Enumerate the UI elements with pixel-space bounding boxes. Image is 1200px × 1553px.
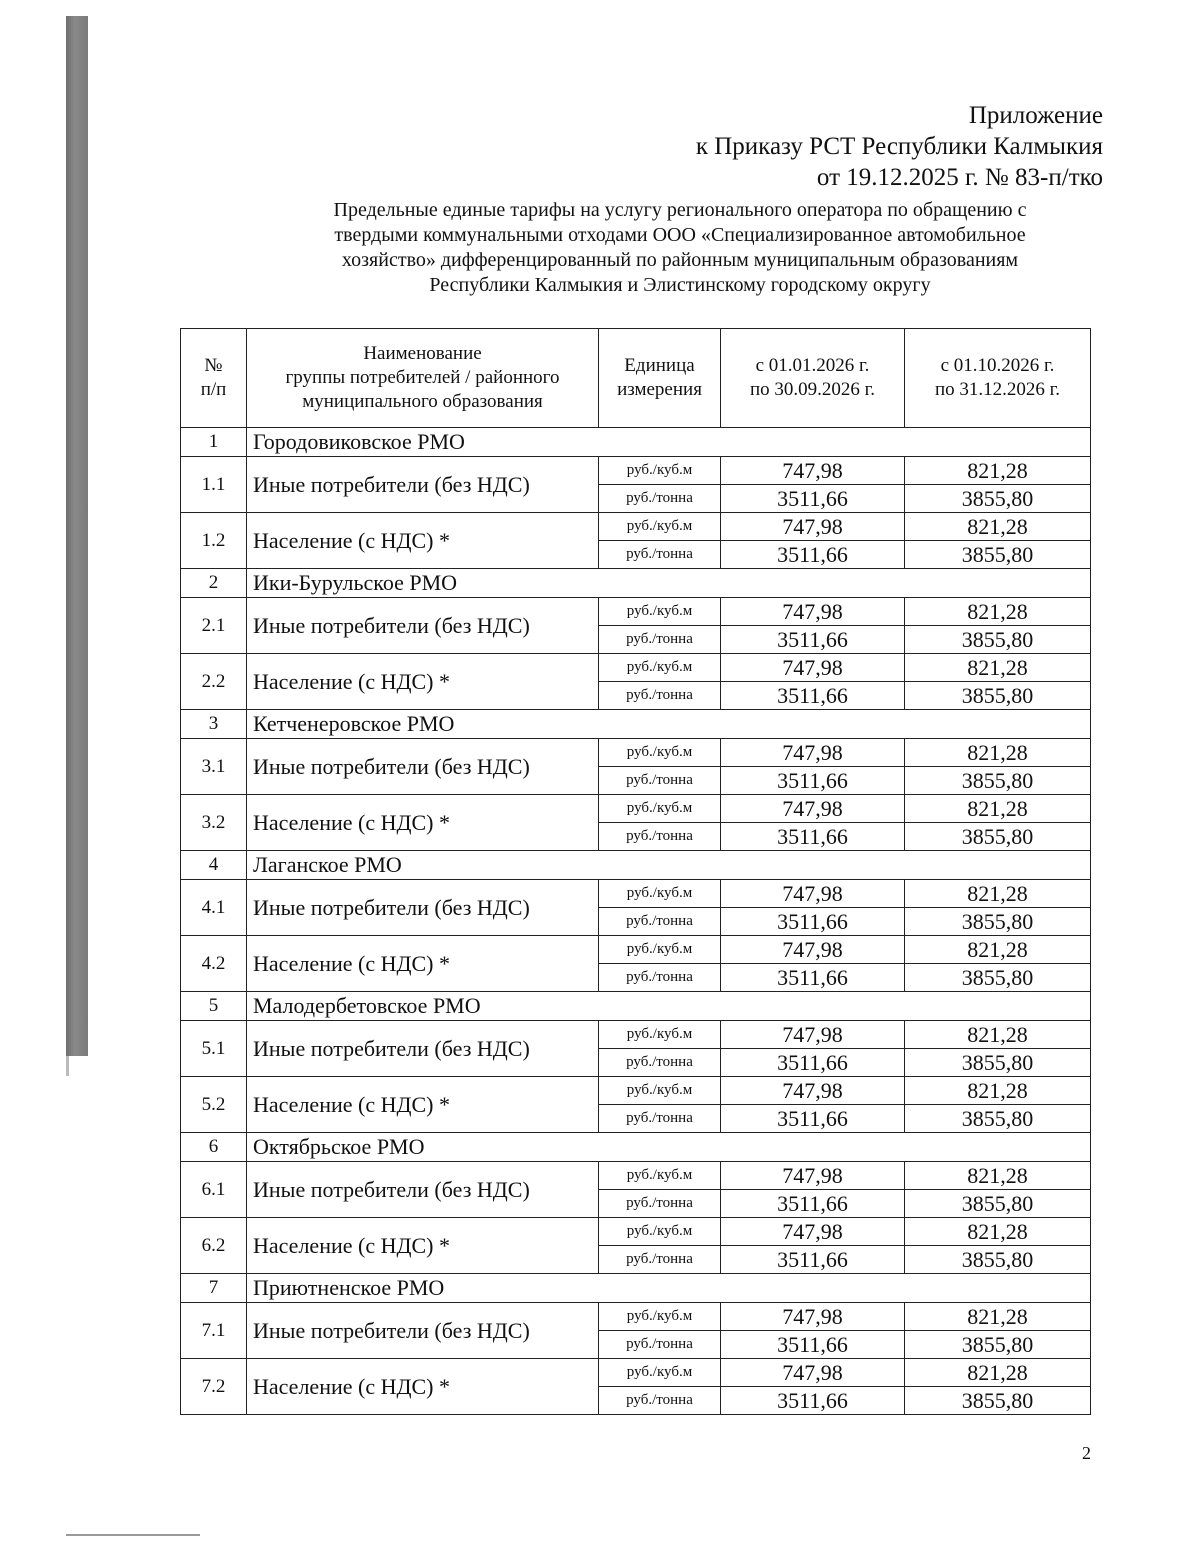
title-line-3: хозяйство» дифференцированный по районным муниципальным образованиям xyxy=(341,249,1019,271)
tariff-period-1-per-tonne: 3511,66 xyxy=(721,823,905,851)
row-number: 3.2 xyxy=(181,795,247,851)
unit-tonne: руб./тонна xyxy=(599,1246,721,1274)
tariff-table-body xyxy=(181,428,1091,1415)
title-line-2: твердыми коммунальными отходами ООО «Специализированное автомобильное xyxy=(334,224,1026,246)
unit-tonne: руб./тонна xyxy=(599,823,721,851)
section-number: 4 xyxy=(181,851,247,880)
consumer-group: Население (с НДС) * xyxy=(247,513,599,569)
tariff-period-1-per-cubic-meter: 747,98 xyxy=(721,598,905,626)
section-title: Октябрьское РМО xyxy=(247,1133,1091,1162)
column-header-name-line-3: муниципального образования xyxy=(302,391,543,412)
tariff-period-1-per-cubic-meter: 747,98 xyxy=(721,739,905,767)
tariff-period-2-per-tonne: 3855,80 xyxy=(905,1049,1091,1077)
column-header-number-line-1: № xyxy=(204,355,223,376)
row-number: 3.1 xyxy=(181,739,247,795)
tariff-period-1-per-tonne: 3511,66 xyxy=(721,485,905,513)
scan-edge-shadow xyxy=(66,16,88,1056)
unit-tonne: руб./тонна xyxy=(599,485,721,513)
consumer-group: Население (с НДС) * xyxy=(247,936,599,992)
appendix-line-3: от 19.12.2025 г. № 83-п/тко xyxy=(816,164,1103,191)
tariff-period-1-per-tonne: 3511,66 xyxy=(721,541,905,569)
unit-tonne: руб./тонна xyxy=(599,1331,721,1359)
section-title: Ики-Бурульское РМО xyxy=(247,569,1091,598)
unit-tonne: руб./тонна xyxy=(599,1105,721,1133)
section-title: Приютненское РМО xyxy=(247,1274,1091,1303)
unit-cubic-meter: руб./куб.м xyxy=(599,739,721,767)
tariff-period-1-per-tonne: 3511,66 xyxy=(721,1331,905,1359)
consumer-group: Иные потребители (без НДС) xyxy=(247,739,599,795)
row-number: 1.1 xyxy=(181,457,247,513)
tariff-period-2-per-cubic-meter: 821,28 xyxy=(905,1218,1091,1246)
unit-cubic-meter: руб./куб.м xyxy=(599,1359,721,1387)
column-header-name-line-1: Наименование xyxy=(363,343,482,364)
section-row xyxy=(181,992,1091,1021)
table-row xyxy=(181,880,1091,908)
scan-edge-fade xyxy=(66,1056,69,1076)
section-title: Городовиковское РМО xyxy=(247,428,1091,457)
column-header-number-line-2: п/п xyxy=(200,379,227,400)
tariff-period-1-per-cubic-meter: 747,98 xyxy=(721,1303,905,1331)
column-header-period-2-line-2: по 31.12.2026 г. xyxy=(934,379,1061,400)
table-row xyxy=(181,457,1091,485)
column-header-name-line-2: группы потребителей / районного xyxy=(285,367,560,388)
unit-cubic-meter: руб./куб.м xyxy=(599,1021,721,1049)
tariff-period-2-per-tonne: 3855,80 xyxy=(905,1387,1091,1415)
tariff-period-1-per-tonne: 3511,66 xyxy=(721,682,905,710)
row-number: 2.1 xyxy=(181,598,247,654)
tariff-period-2-per-cubic-meter: 821,28 xyxy=(905,1077,1091,1105)
section-title: Кетченеровское РМО xyxy=(247,710,1091,739)
tariff-period-2-per-cubic-meter: 821,28 xyxy=(905,1162,1091,1190)
section-row xyxy=(181,851,1091,880)
unit-tonne: руб./тонна xyxy=(599,767,721,795)
unit-cubic-meter: руб./куб.м xyxy=(599,1162,721,1190)
consumer-group: Население (с НДС) * xyxy=(247,1359,599,1415)
unit-cubic-meter: руб./куб.м xyxy=(599,457,721,485)
section-number: 2 xyxy=(181,569,247,598)
unit-tonne: руб./тонна xyxy=(599,908,721,936)
unit-cubic-meter: руб./куб.м xyxy=(599,1218,721,1246)
column-header-unit-line-1: Единица xyxy=(624,355,695,376)
page-number: 2 xyxy=(1082,1443,1091,1463)
tariff-period-2-per-tonne: 3855,80 xyxy=(905,767,1091,795)
tariff-period-1-per-tonne: 3511,66 xyxy=(721,1246,905,1274)
row-number: 4.2 xyxy=(181,936,247,992)
unit-tonne: руб./тонна xyxy=(599,626,721,654)
tariff-period-2-per-tonne: 3855,80 xyxy=(905,823,1091,851)
section-row xyxy=(181,569,1091,598)
consumer-group: Иные потребители (без НДС) xyxy=(247,1162,599,1218)
column-header-unit-line-2: измерения xyxy=(617,379,702,400)
consumer-group: Население (с НДС) * xyxy=(247,1218,599,1274)
tariff-period-1-per-cubic-meter: 747,98 xyxy=(721,936,905,964)
section-title: Лаганское РМО xyxy=(247,851,1091,880)
table-row xyxy=(181,1359,1091,1387)
table-row xyxy=(181,513,1091,541)
tariff-period-1-per-cubic-meter: 747,98 xyxy=(721,457,905,485)
appendix-header xyxy=(696,100,1103,193)
unit-tonne: руб./тонна xyxy=(599,1190,721,1218)
table-row xyxy=(181,1021,1091,1049)
unit-cubic-meter: руб./куб.м xyxy=(599,654,721,682)
section-row xyxy=(181,1133,1091,1162)
appendix-line-1: Приложение xyxy=(968,102,1103,129)
title-line-1: Предельные единые тарифы на услугу регионального оператора по обращению с xyxy=(333,199,1027,221)
unit-tonne: руб./тонна xyxy=(599,1049,721,1077)
row-number: 5.2 xyxy=(181,1077,247,1133)
consumer-group: Население (с НДС) * xyxy=(247,1077,599,1133)
tariff-period-1-per-cubic-meter: 747,98 xyxy=(721,1218,905,1246)
section-row xyxy=(181,710,1091,739)
unit-cubic-meter: руб./куб.м xyxy=(599,1303,721,1331)
unit-tonne: руб./тонна xyxy=(599,682,721,710)
tariff-period-1-per-tonne: 3511,66 xyxy=(721,626,905,654)
table-row xyxy=(181,795,1091,823)
tariff-period-1-per-tonne: 3511,66 xyxy=(721,1190,905,1218)
consumer-group: Иные потребители (без НДС) xyxy=(247,1021,599,1077)
tariff-period-2-per-cubic-meter: 821,28 xyxy=(905,1359,1091,1387)
tariff-period-1-per-tonne: 3511,66 xyxy=(721,1387,905,1415)
tariff-period-2-per-tonne: 3855,80 xyxy=(905,682,1091,710)
unit-cubic-meter: руб./куб.м xyxy=(599,880,721,908)
title-line-4: Республики Калмыкия и Элистинскому городскому округу xyxy=(429,274,931,296)
section-number: 5 xyxy=(181,992,247,1021)
tariff-period-2-per-tonne: 3855,80 xyxy=(905,1331,1091,1359)
consumer-group: Иные потребители (без НДС) xyxy=(247,880,599,936)
consumer-group: Иные потребители (без НДС) xyxy=(247,1303,599,1359)
section-title: Малодербетовское РМО xyxy=(247,992,1091,1021)
tariff-period-2-per-tonne: 3855,80 xyxy=(905,541,1091,569)
section-number: 1 xyxy=(181,428,247,457)
table-row xyxy=(181,1218,1091,1246)
tariff-period-2-per-cubic-meter: 821,28 xyxy=(905,1021,1091,1049)
scan-bottom-line xyxy=(66,1534,200,1536)
tariff-period-1-per-tonne: 3511,66 xyxy=(721,1049,905,1077)
tariff-period-1-per-cubic-meter: 747,98 xyxy=(721,1021,905,1049)
tariff-period-2-per-cubic-meter: 821,28 xyxy=(905,513,1091,541)
unit-tonne: руб./тонна xyxy=(599,1387,721,1415)
tariff-period-1-per-cubic-meter: 747,98 xyxy=(721,1162,905,1190)
row-number: 4.1 xyxy=(181,880,247,936)
row-number: 5.1 xyxy=(181,1021,247,1077)
row-number: 6.2 xyxy=(181,1218,247,1274)
tariff-period-1-per-cubic-meter: 747,98 xyxy=(721,654,905,682)
table-row xyxy=(181,598,1091,626)
tariff-period-1-per-tonne: 3511,66 xyxy=(721,908,905,936)
table-row xyxy=(181,654,1091,682)
section-number: 6 xyxy=(181,1133,247,1162)
tariff-period-1-per-tonne: 3511,66 xyxy=(721,1105,905,1133)
tariff-period-2-per-cubic-meter: 821,28 xyxy=(905,457,1091,485)
column-header-unit xyxy=(599,329,721,428)
row-number: 2.2 xyxy=(181,654,247,710)
unit-cubic-meter: руб./куб.м xyxy=(599,936,721,964)
tariff-period-1-per-cubic-meter: 747,98 xyxy=(721,513,905,541)
tariff-period-2-per-cubic-meter: 821,28 xyxy=(905,880,1091,908)
tariff-period-1-per-cubic-meter: 747,98 xyxy=(721,1077,905,1105)
column-header-period-1-line-1: с 01.01.2026 г. xyxy=(755,355,870,376)
row-number: 1.2 xyxy=(181,513,247,569)
column-header-period-2-line-1: с 01.10.2026 г. xyxy=(940,355,1055,376)
tariff-period-2-per-tonne: 3855,80 xyxy=(905,485,1091,513)
consumer-group: Население (с НДС) * xyxy=(247,795,599,851)
tariff-period-1-per-cubic-meter: 747,98 xyxy=(721,1359,905,1387)
unit-cubic-meter: руб./куб.м xyxy=(599,598,721,626)
section-row xyxy=(181,1274,1091,1303)
section-number: 7 xyxy=(181,1274,247,1303)
row-number: 6.1 xyxy=(181,1162,247,1218)
tariff-period-2-per-cubic-meter: 821,28 xyxy=(905,936,1091,964)
unit-tonne: руб./тонна xyxy=(599,541,721,569)
tariff-period-2-per-cubic-meter: 821,28 xyxy=(905,598,1091,626)
tariff-period-2-per-cubic-meter: 821,28 xyxy=(905,654,1091,682)
tariff-period-1-per-cubic-meter: 747,98 xyxy=(721,880,905,908)
tariff-period-2-per-cubic-meter: 821,28 xyxy=(905,795,1091,823)
table-row xyxy=(181,1077,1091,1105)
tariff-period-1-per-tonne: 3511,66 xyxy=(721,767,905,795)
tariff-period-2-per-tonne: 3855,80 xyxy=(905,964,1091,992)
column-header-name xyxy=(247,329,599,428)
column-header-period-1-line-2: по 30.09.2026 г. xyxy=(749,379,876,400)
tariff-period-2-per-tonne: 3855,80 xyxy=(905,908,1091,936)
table-row xyxy=(181,739,1091,767)
tariff-period-2-per-cubic-meter: 821,28 xyxy=(905,1303,1091,1331)
row-number: 7.1 xyxy=(181,1303,247,1359)
section-row xyxy=(181,428,1091,457)
unit-cubic-meter: руб./куб.м xyxy=(599,795,721,823)
tariff-period-2-per-cubic-meter: 821,28 xyxy=(905,739,1091,767)
tariff-table xyxy=(180,328,1091,1415)
column-header-period-2 xyxy=(905,329,1091,428)
row-number: 7.2 xyxy=(181,1359,247,1415)
table-row xyxy=(181,1162,1091,1190)
table-row xyxy=(181,1303,1091,1331)
column-header-number xyxy=(181,329,247,428)
consumer-group: Население (с НДС) * xyxy=(247,654,599,710)
tariff-period-2-per-tonne: 3855,80 xyxy=(905,1190,1091,1218)
tariff-period-1-per-cubic-meter: 747,98 xyxy=(721,795,905,823)
tariff-period-1-per-tonne: 3511,66 xyxy=(721,964,905,992)
unit-cubic-meter: руб./куб.м xyxy=(599,513,721,541)
table-row xyxy=(181,936,1091,964)
unit-tonne: руб./тонна xyxy=(599,964,721,992)
consumer-group: Иные потребители (без НДС) xyxy=(247,598,599,654)
document-title xyxy=(220,198,1140,298)
appendix-line-2: к Приказу РСТ Республики Калмыкия xyxy=(695,133,1103,160)
tariff-period-2-per-tonne: 3855,80 xyxy=(905,626,1091,654)
section-number: 3 xyxy=(181,710,247,739)
unit-cubic-meter: руб./куб.м xyxy=(599,1077,721,1105)
tariff-period-2-per-tonne: 3855,80 xyxy=(905,1246,1091,1274)
consumer-group: Иные потребители (без НДС) xyxy=(247,457,599,513)
column-header-period-1 xyxy=(721,329,905,428)
table-header-row xyxy=(181,329,1091,428)
tariff-period-2-per-tonne: 3855,80 xyxy=(905,1105,1091,1133)
